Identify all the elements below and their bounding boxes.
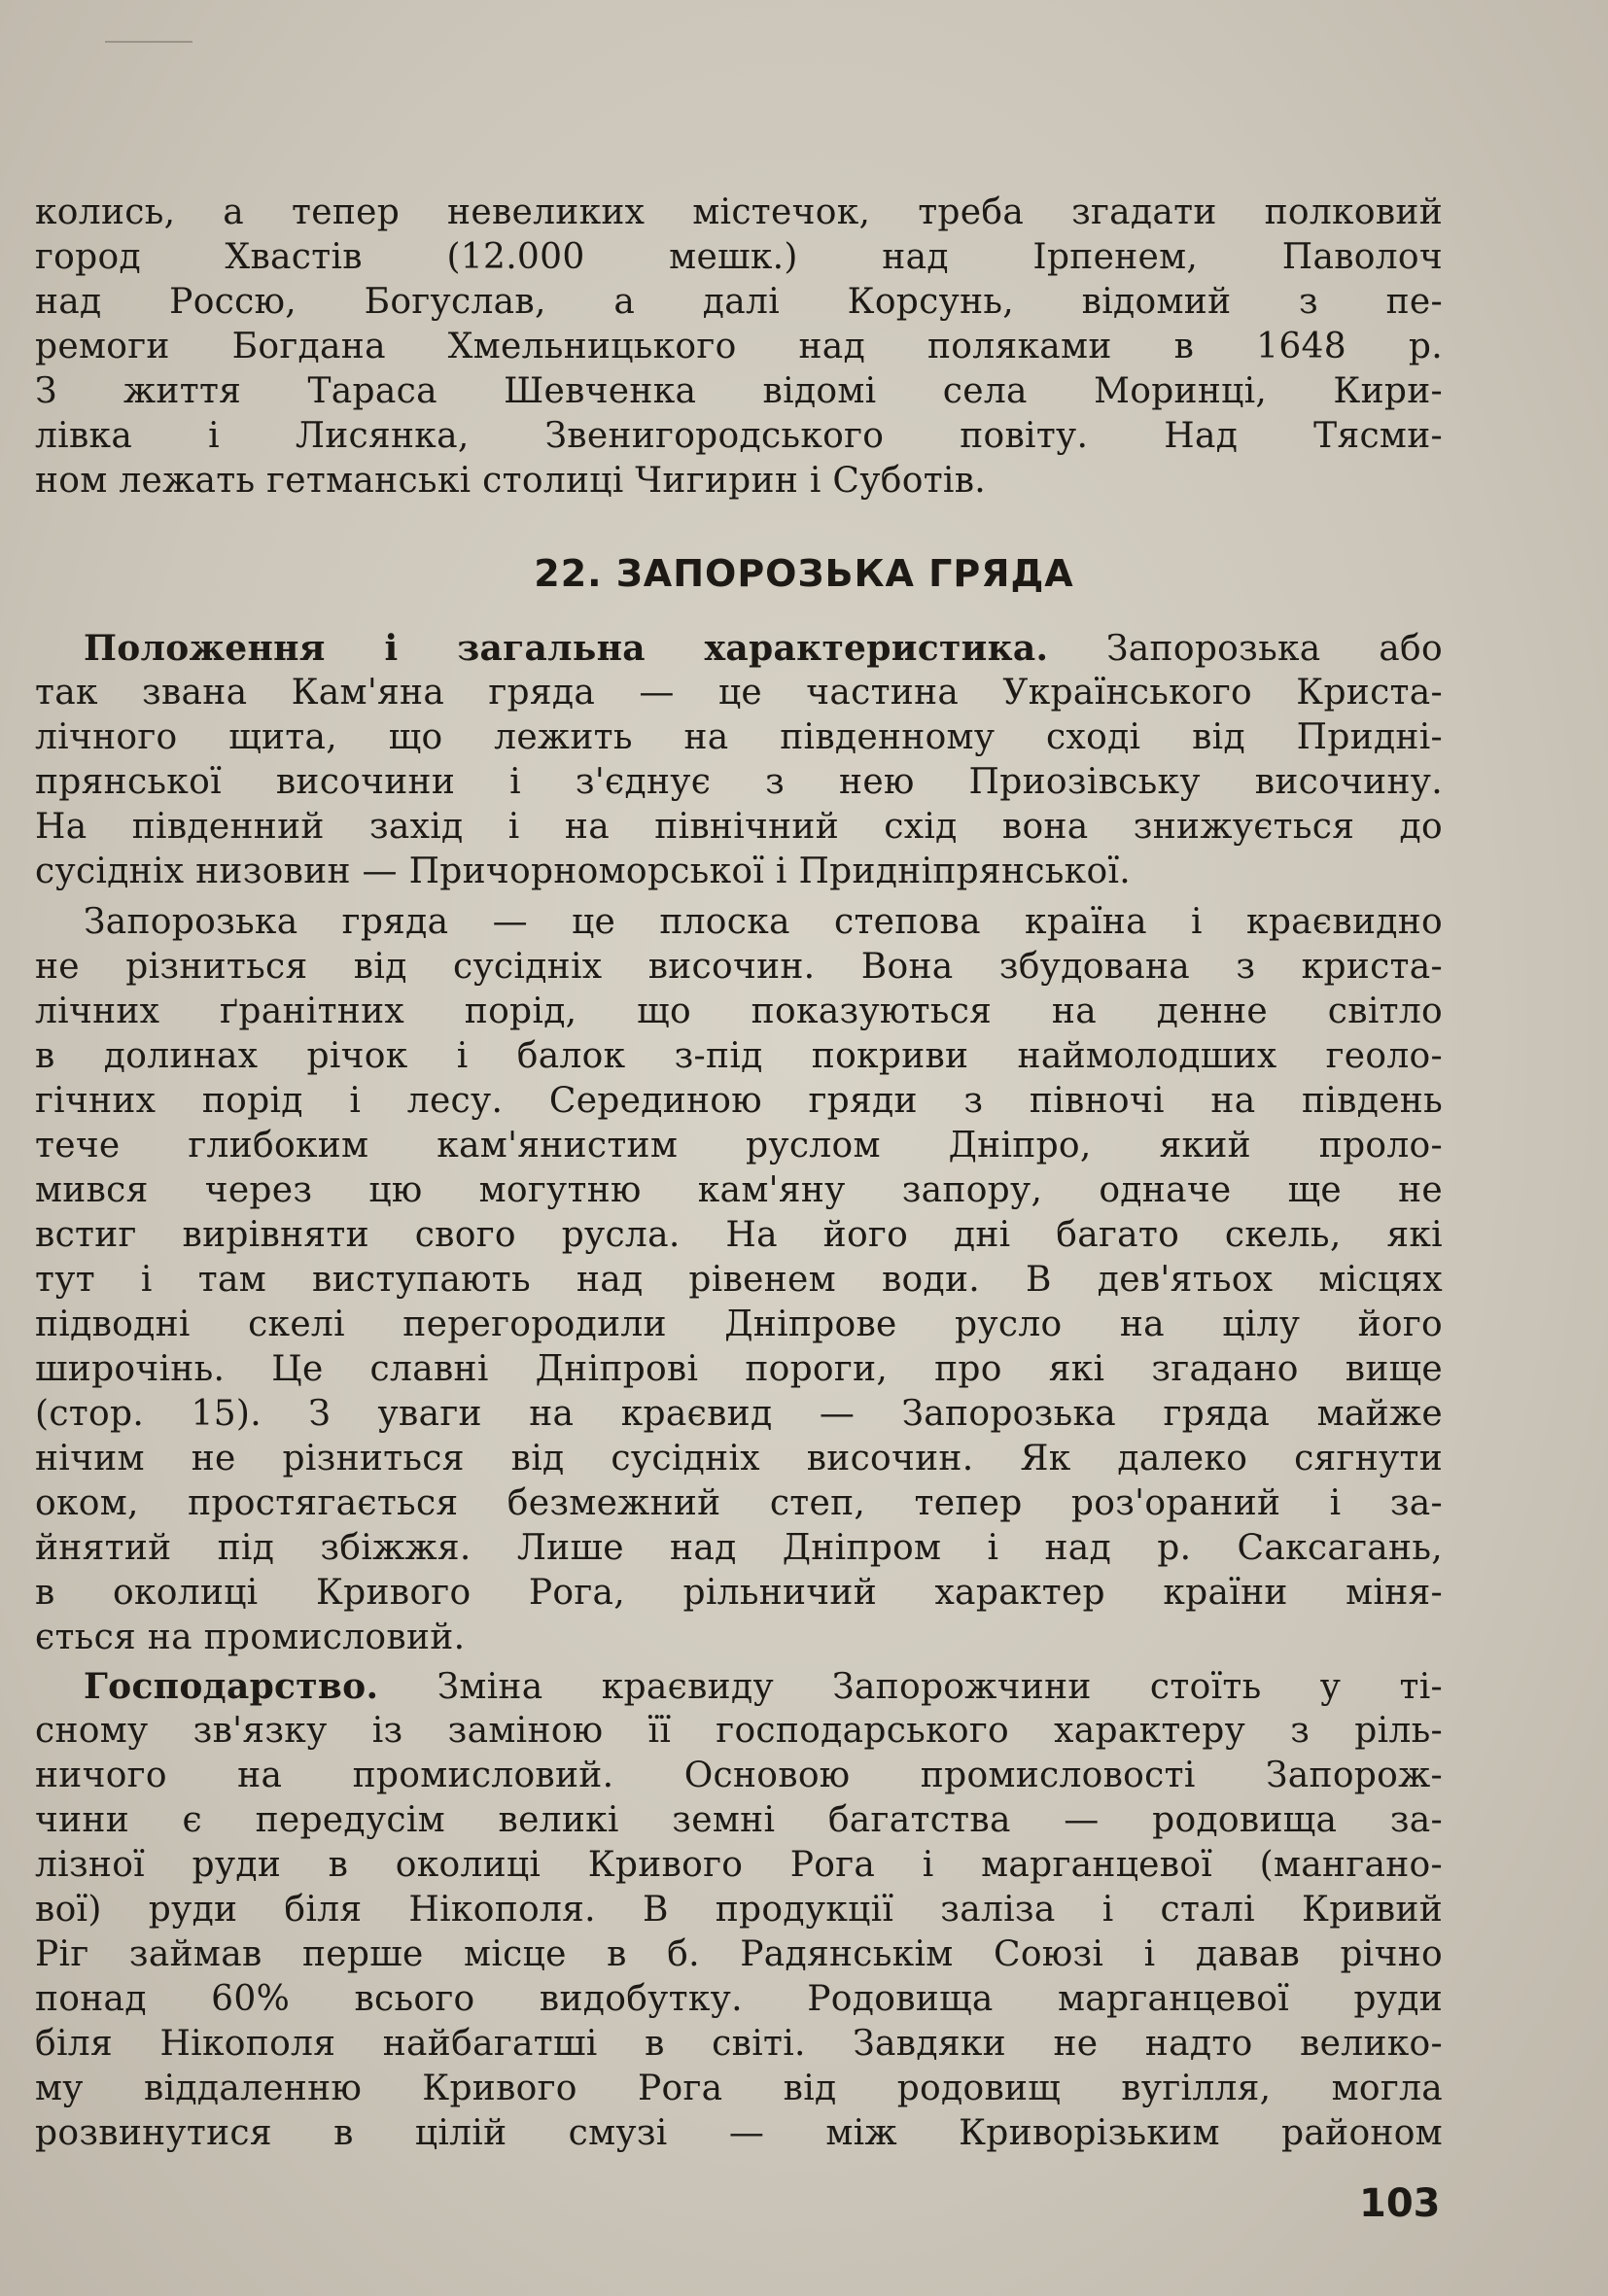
- text-line: оком, простягається безмежний степ, тепер роз'ораний і за-: [35, 1483, 1443, 1523]
- text-line: лічного щита, що лежить на південному сході від Придні-: [35, 717, 1443, 757]
- text-line: в околиці Кривого Рога, рільничий характер країни міня-: [35, 1573, 1443, 1613]
- paragraph-ridge: [35, 900, 1443, 1660]
- text-line: вої) руди біля Нікополя. В продукції заліза і сталі Кривий: [35, 1890, 1443, 1930]
- text-line: (стор. 15). З уваги на краєвид — Запорозька гряда майже: [35, 1394, 1443, 1434]
- text-line: На південний захід і на північний схід вона знижується до: [35, 807, 1443, 847]
- text-line: колись, а тепер невеликих містечок, треба згадати полковий: [35, 192, 1443, 232]
- text-run: Запорозька або: [1048, 629, 1443, 669]
- text-line: встиг вирівняти свого русла. На його дні багато скель, які: [35, 1215, 1443, 1255]
- page-number: 103: [1359, 2181, 1441, 2226]
- text-line: [35, 626, 1443, 671]
- paragraph-heading: Господарство.: [84, 1666, 379, 1707]
- text-line: біля Нікополя найбагатші в світі. Завдяки не надто велико-: [35, 2024, 1443, 2064]
- text-line: підводні скелі перегородили Дніпрове русло на цілу його: [35, 1305, 1443, 1344]
- text-line: ничого на промисловий. Основою промисловості Запорож-: [35, 1756, 1443, 1795]
- text-line: тече глибоким кам'янистим руслом Дніпро, який проло-: [35, 1126, 1443, 1165]
- text-line: ремоги Богдана Хмельницького над поляками в 1648 р.: [35, 327, 1443, 366]
- text-line: тут і там виступають над рівенем води. В дев'ятьох місцях: [35, 1260, 1443, 1300]
- text-line: мився через цю могутню кам'яну запору, одначе ще не: [35, 1170, 1443, 1210]
- text-line: понад 60% всього видобутку. Родовища марганцевої руди: [35, 1979, 1443, 2019]
- text-line: З життя Тараса Шевченка відомі села Моринці, Кири-: [35, 371, 1443, 411]
- text-line: Ріг займав перше місце в б. Радянськім Союзі і давав річно: [35, 1934, 1443, 1974]
- text-line: Запорозька гряда — це плоска степова країна і краєвидно: [84, 902, 1443, 942]
- text-line: в долинах річок і балок з-під покриви наймолодших геоло-: [35, 1036, 1443, 1076]
- paragraph-position: [35, 626, 1443, 894]
- text-line: лічних ґранітних порід, що показуються на денне світло: [35, 991, 1443, 1031]
- paragraph-heading: Положення і загальна характеристика.: [84, 628, 1049, 669]
- text-line: ном лежать гетманські столиці Чигирин і Суботів.: [35, 461, 987, 501]
- page-edge-mark: [105, 41, 192, 43]
- text-line: ється на промисловий.: [35, 1618, 466, 1657]
- text-line: город Хвастів (12.000 мешк.) над Ірпенем, Паволоч: [35, 237, 1443, 277]
- text-line: не різниться від сусідніх височин. Вона збудована з криста-: [35, 947, 1443, 987]
- text-line: сусідніх низовин — Причорноморської і Придніпрянської.: [35, 852, 1132, 891]
- text-line: гічних порід і лесу. Серединою гряди з півночі на південь: [35, 1081, 1443, 1121]
- text-line: [35, 1664, 1443, 1709]
- text-line: йнятий під збіжжя. Лише над Дніпром і над р. Саксагань,: [35, 1528, 1443, 1568]
- text-line: сному зв'язку із заміною її господарського характеру з ріль-: [35, 1711, 1443, 1751]
- text-line: розвинутися в цілій смузі — між Криворізьким районом: [35, 2113, 1443, 2153]
- text-line: так звана Кам'яна гряда — це частина Українського Криста-: [35, 673, 1443, 713]
- text-line: прянської височини і з'єднує з нею Приозівську височину.: [35, 762, 1443, 802]
- text-run: Зміна краєвиду Запорожчини стоїть у ті-: [378, 1667, 1443, 1707]
- text-line: лівка і Лисянка, Звенигородського повіту. Над Тясми-: [35, 416, 1443, 456]
- text-line: над Россю, Богуслав, а далі Корсунь, відомий з пе-: [35, 282, 1443, 322]
- text-line: лізної руди в околиці Кривого Рога і марганцевої (мангано-: [35, 1845, 1443, 1885]
- top-paragraph: [35, 191, 1443, 504]
- paragraph-economy: [35, 1664, 1443, 2156]
- section-title: 22. ЗАПОРОЗЬКА ГРЯДА: [534, 552, 1074, 595]
- text-line: чини є передусім великі земні багатства — родовища за-: [35, 1800, 1443, 1840]
- text-line: широчінь. Це славні Дніпрові пороги, про які згадано вище: [35, 1349, 1443, 1389]
- text-line: нічим не різниться від сусідніх височин. Як далеко сягнути: [35, 1439, 1443, 1478]
- text-line: му віддаленню Кривого Рога від родовищ вугілля, могла: [35, 2069, 1443, 2108]
